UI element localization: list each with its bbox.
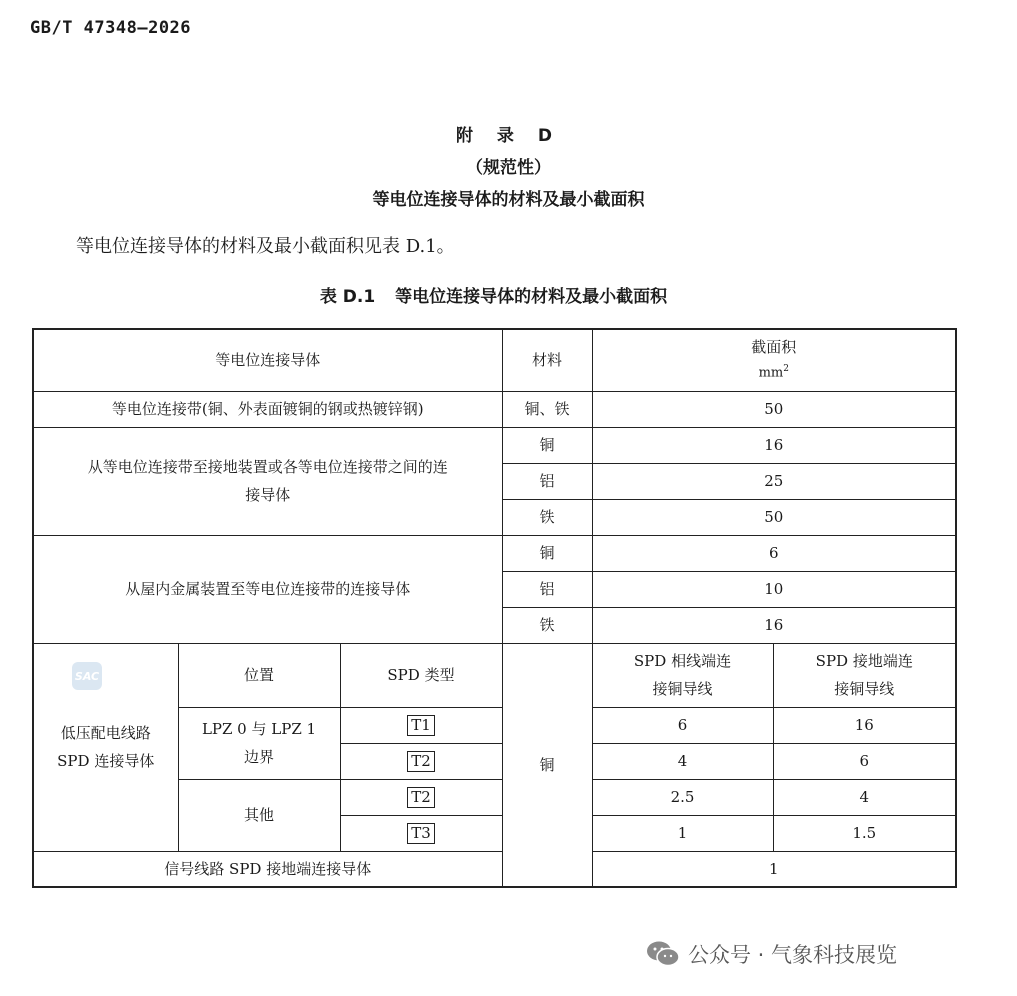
group3-material: 铁 <box>502 607 592 643</box>
header-area-label: 截面积 <box>751 338 797 357</box>
table-row <box>33 851 956 887</box>
spd-ground-value: 6 <box>773 743 956 779</box>
spec-table <box>32 328 957 888</box>
row1-value: 50 <box>592 391 956 427</box>
group2-material: 铁 <box>502 499 592 535</box>
intro-paragraph: 等电位连接导体的材料及最小截面积见表 D.1。 <box>76 236 455 257</box>
spd-type: T1 <box>340 707 502 743</box>
group3-value: 6 <box>592 535 956 571</box>
spd-type-header: SPD 类型 <box>340 643 502 707</box>
footer-watermark <box>646 938 897 970</box>
footer-text: 公众号 · 气象科技展览 <box>688 943 898 967</box>
table-caption-title: 等电位连接导体的材料及最小截面积 <box>395 287 668 307</box>
appendix-type: （规范性） <box>466 158 551 178</box>
spd-phase-value: 2.5 <box>592 779 773 815</box>
spd-ground-value: 4 <box>773 779 956 815</box>
sac-watermark-logo: SAC <box>72 662 102 690</box>
header-area-unit: $mm^2$ <box>758 364 789 381</box>
group3-conductor: 从屋内金属装置至等电位连接带的连接导体 <box>33 535 502 643</box>
header-material: 材料 <box>502 329 592 391</box>
spd-phase-value: 6 <box>592 707 773 743</box>
spd-ground-value: 16 <box>773 707 956 743</box>
group2-value: 50 <box>592 499 956 535</box>
standard-code: GB/T 47348—2026 <box>30 18 192 38</box>
spd-phase-header: SPD 相线端连接铜导线 <box>592 643 773 707</box>
spd-type: T2 <box>340 779 502 815</box>
group2-material: 铝 <box>502 463 592 499</box>
table-header-row <box>33 329 956 391</box>
spd-phase-value: 1 <box>592 815 773 851</box>
spd-position-header: 位置 <box>178 643 340 707</box>
spd-position2: 其他 <box>178 779 340 851</box>
group2-value: 16 <box>592 427 956 463</box>
header-area <box>592 329 956 391</box>
table-row <box>33 643 956 707</box>
spd-ground-value: 1.5 <box>773 815 956 851</box>
table-row <box>33 535 956 571</box>
table-caption <box>0 282 987 307</box>
spd-ground-header: SPD 接地端连接铜导线 <box>773 643 956 707</box>
spd-type: T3 <box>340 815 502 851</box>
table-caption-number: 表 D.1 <box>319 287 376 307</box>
signal-value: 1 <box>592 851 956 887</box>
spd-label: 低压配电线路 SPD 连接导体 <box>33 643 178 851</box>
spd-phase-value: 4 <box>592 743 773 779</box>
appendix-heading: 等电位连接导体的材料及最小截面积 <box>372 190 645 210</box>
signal-conductor: 信号线路 SPD 接地端连接导体 <box>33 851 502 887</box>
appendix-title: 附 录 D <box>456 126 561 146</box>
table-row <box>33 427 956 463</box>
spd-type: T2 <box>340 743 502 779</box>
table-row <box>33 391 956 427</box>
header-conductor: 等电位连接导体 <box>33 329 502 391</box>
group2-value: 25 <box>592 463 956 499</box>
group2-material: 铜 <box>502 427 592 463</box>
group3-material: 铜 <box>502 535 592 571</box>
row1-conductor: 等电位连接带(铜、外表面镀铜的钢或热镀锌钢) <box>33 391 502 427</box>
group2-conductor: 从等电位连接带至接地装置或各等电位连接带之间的连接导体 <box>33 427 502 535</box>
group3-value: 10 <box>592 571 956 607</box>
group3-value: 16 <box>592 607 956 643</box>
wechat-icon <box>646 940 680 968</box>
row1-material: 铜、铁 <box>502 391 592 427</box>
spd-material: 铜 <box>502 643 592 887</box>
spd-position1: LPZ 0 与 LPZ 1 边界 <box>178 707 340 779</box>
group3-material: 铝 <box>502 571 592 607</box>
